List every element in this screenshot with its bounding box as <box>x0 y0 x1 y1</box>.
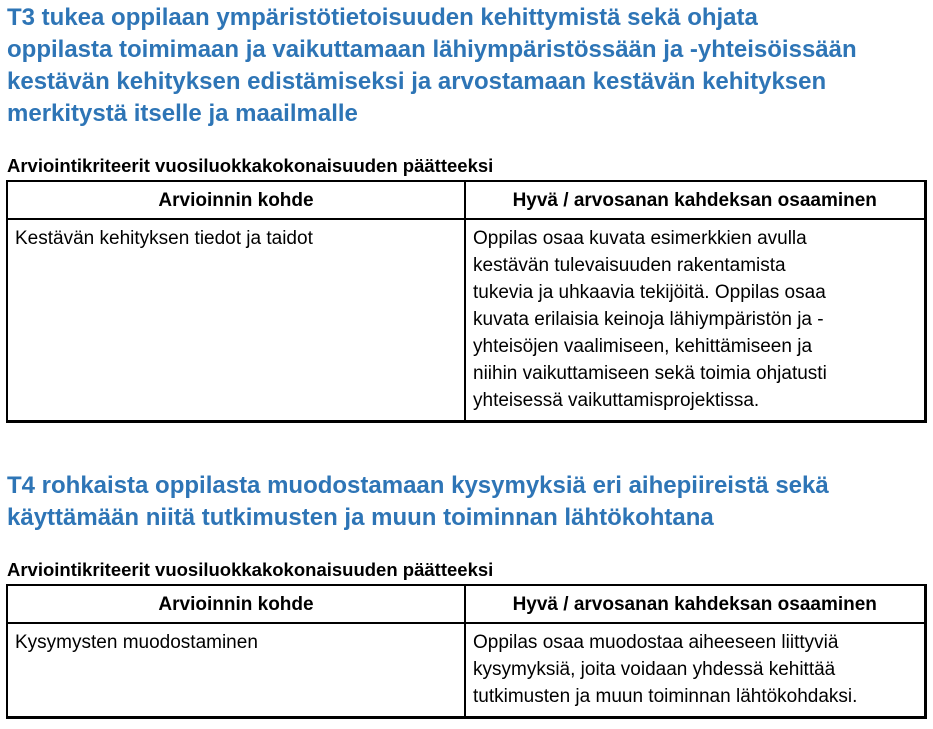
heading-line: oppilasta toimimaan ja vaikuttamaan lähiympäristössään ja -yhteisöissään <box>7 36 857 63</box>
description-line: tukevia ja uhkaavia tekijöitä. Oppilas osaa <box>473 282 826 303</box>
column-header-grade-eight: Hyvä / arvosanan kahdeksan osaaminen <box>465 181 925 219</box>
heading-line: merkitystä itselle ja maailmalle <box>7 100 358 127</box>
description-line: yhteisessä vaikuttamisprojektissa. <box>473 390 760 411</box>
heading-line: kestävän kehityksen edistämiseksi ja arvostamaan kestävän kehityksen <box>7 68 827 95</box>
cell-target: Kestävän kehityksen tiedot ja taidot <box>7 219 465 422</box>
heading-line: T3 tukea oppilaan ympäristötietoisuuden kehittymistä sekä ohjata <box>7 4 758 31</box>
description-line: Oppilas osaa kuvata esimerkkien avulla <box>473 228 807 249</box>
criteria-table-t4 <box>6 584 927 719</box>
description-line: niihin vaikuttamiseen sekä toimia ohjatusti <box>473 363 827 384</box>
table-header-row <box>7 585 925 623</box>
column-header-target: Arvioinnin kohde <box>7 181 465 219</box>
cell-target: Kysymysten muodostaminen <box>7 623 465 718</box>
heading-line: T4 rohkaista oppilasta muodostamaan kysymyksiä eri aihepiireistä sekä <box>7 472 829 499</box>
description-line: tutkimusten ja muun toiminnan lähtökohdaksi. <box>473 686 858 707</box>
heading-line: käyttämään niitä tutkimusten ja muun toiminnan lähtökohtana <box>7 504 714 531</box>
column-header-grade-eight: Hyvä / arvosanan kahdeksan osaaminen <box>465 585 925 623</box>
goal-heading-t4 <box>7 470 829 534</box>
description-line: kuvata erilaisia keinoja lähiympäristön ja - <box>473 309 824 330</box>
table-row <box>7 623 925 718</box>
description-line: kestävän tulevaisuuden rakentamista <box>473 255 786 276</box>
cell-description <box>465 219 925 422</box>
criteria-label-t3: Arviointikriteerit vuosiluokkakokonaisuuden päätteeksi <box>7 155 494 176</box>
cell-description <box>465 623 925 718</box>
table-row <box>7 219 925 422</box>
description-line: kysymyksiä, joita voidaan yhdessä kehittää <box>473 659 836 680</box>
column-header-target: Arvioinnin kohde <box>7 585 465 623</box>
description-line: yhteisöjen vaalimiseen, kehittämiseen ja <box>473 336 813 357</box>
table-header-row <box>7 181 925 219</box>
criteria-label-t4: Arviointikriteerit vuosiluokkakokonaisuuden päätteeksi <box>7 559 494 580</box>
goal-heading-t3 <box>7 2 857 130</box>
criteria-table-t3 <box>6 180 927 423</box>
description-line: Oppilas osaa muodostaa aiheeseen liittyviä <box>473 632 839 653</box>
